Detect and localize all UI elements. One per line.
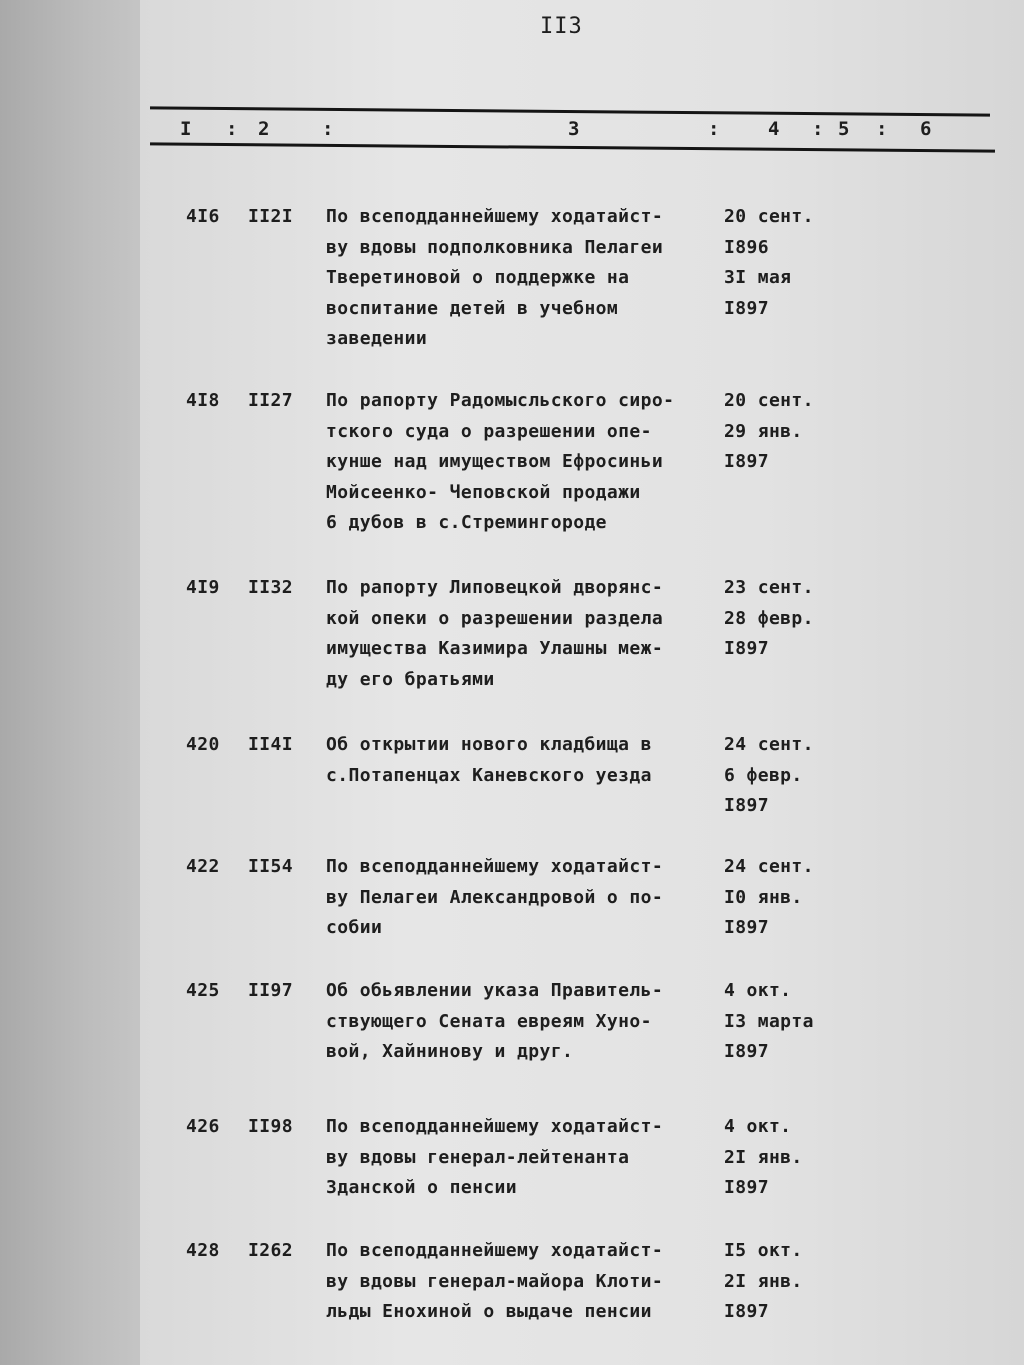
case-number: I262 <box>248 1240 293 1261</box>
date-line: I897 <box>724 297 769 319</box>
column-separator: : <box>876 118 888 140</box>
date-line: 28 февр. <box>724 607 814 629</box>
column-separator: : <box>812 118 824 140</box>
date-line: I897 <box>724 451 769 472</box>
description-line: Тверетиновой о поддержке на <box>326 267 630 288</box>
date-line: I897 <box>724 1177 769 1198</box>
record-number: 4I6 <box>186 206 220 227</box>
description-line: Об обьявлении указа Правитель- <box>326 980 664 1001</box>
date-line: 6 февр. <box>724 764 803 786</box>
date-line: I3 марта <box>724 1010 814 1032</box>
record-dates <box>724 202 834 324</box>
column-separator: : <box>322 118 334 140</box>
case-number: II97 <box>248 980 293 1001</box>
description-line: Мойсеенко- Чеповской продажи <box>326 481 641 503</box>
case-number: II32 <box>248 577 293 598</box>
case-number: II4I <box>248 734 293 755</box>
record-dates <box>724 976 834 1068</box>
column-separator: : <box>226 118 238 140</box>
record-description <box>326 573 721 695</box>
description-line: 6 дубов в с.Стремингороде <box>326 512 607 533</box>
record-description <box>326 386 721 539</box>
description-line: кой опеки о разрешении раздела <box>326 607 664 629</box>
date-line: I897 <box>724 1301 769 1322</box>
date-line: 24 сент. <box>724 734 814 755</box>
description-line: льды Енохиной о выдаче пенсии <box>326 1301 652 1322</box>
description-line: По всеподданнейшему ходатайст- <box>326 1116 664 1137</box>
description-line: ствующего Сената евреям Хуно- <box>326 1010 652 1032</box>
description-line: заведении <box>326 328 428 349</box>
record-description <box>326 976 721 1068</box>
date-line: 4 окт. <box>724 1116 792 1137</box>
description-line: ву Пелагеи Александровой о по- <box>326 886 664 908</box>
column-header-4: 4 <box>768 118 780 140</box>
date-line: I897 <box>724 638 769 659</box>
column-header-2: 2 <box>258 118 270 140</box>
record-dates <box>724 386 834 478</box>
record-dates <box>724 852 834 944</box>
description-line: Об открытии нового кладбища в <box>326 734 652 755</box>
description-line: воспитание детей в учебном <box>326 297 619 319</box>
description-line: По всеподданнейшему ходатайст- <box>326 856 664 877</box>
description-line: ду его братьями <box>326 668 495 690</box>
page-number: II3 <box>540 14 583 39</box>
date-line: 29 янв. <box>724 420 803 442</box>
description-line: ву вдовы генерал-майора Клоти- <box>326 1270 664 1292</box>
description-line: с.Потапенцах Каневского уезда <box>326 764 652 786</box>
description-line: кунше над имуществом Ефросиньи <box>326 451 664 472</box>
record-number: 4I9 <box>186 577 220 598</box>
record-description <box>326 730 721 791</box>
record-number: 4I8 <box>186 390 220 411</box>
description-line: По всеподданнейшему ходатайст- <box>326 206 664 227</box>
date-line: 20 сент. <box>724 390 814 411</box>
description-line: По рапорту Липовецкой дворянс- <box>326 577 664 598</box>
record-number: 428 <box>186 1240 220 1261</box>
record-number: 425 <box>186 980 220 1001</box>
column-header-3: 3 <box>568 118 580 140</box>
record-number: 420 <box>186 734 220 755</box>
date-line: 4 окт. <box>724 980 792 1001</box>
record-number: 422 <box>186 856 220 877</box>
case-number: II98 <box>248 1116 293 1137</box>
record-dates <box>724 730 834 822</box>
column-header-5: 5 <box>838 118 850 140</box>
record-dates <box>724 573 834 665</box>
description-line: собии <box>326 917 383 938</box>
case-number: II54 <box>248 856 293 877</box>
date-line: 20 сент. <box>724 206 814 227</box>
date-line: 23 сент. <box>724 577 814 598</box>
date-line: I897 <box>724 1041 769 1062</box>
description-line: По всеподданнейшему ходатайст- <box>326 1240 664 1261</box>
description-line: вой, Хайнинову и друг. <box>326 1041 574 1062</box>
date-line: 24 сент. <box>724 856 814 877</box>
date-line: I0 янв. <box>724 886 803 908</box>
case-number: II2I <box>248 206 293 227</box>
description-line: тского суда о разрешении опе- <box>326 420 652 442</box>
record-number: 426 <box>186 1116 220 1137</box>
date-line: I897 <box>724 917 769 938</box>
date-line: I897 <box>724 795 769 816</box>
record-description <box>326 1112 721 1204</box>
record-description <box>326 202 721 355</box>
date-line: I896 <box>724 236 769 258</box>
case-number: II27 <box>248 390 293 411</box>
description-line: ву вдовы генерал-лейтенанта <box>326 1146 630 1168</box>
description-line: имущества Казимира Улашны меж- <box>326 638 664 659</box>
column-header-6: 6 <box>920 118 932 140</box>
date-line: I5 окт. <box>724 1240 803 1261</box>
record-dates <box>724 1236 834 1328</box>
date-line: 2I янв. <box>724 1146 803 1168</box>
column-header-1: I <box>180 118 192 140</box>
date-line: 2I янв. <box>724 1270 803 1292</box>
description-line: По рапорту Радомысльского сиро- <box>326 390 675 411</box>
record-description <box>326 852 721 944</box>
date-line: 3I мая <box>724 267 792 288</box>
column-separator: : <box>708 118 720 140</box>
description-line: ву вдовы подполковника Пелагеи <box>326 236 664 258</box>
record-description <box>326 1236 721 1328</box>
description-line: Зданской о пенсии <box>326 1177 518 1198</box>
facing-page-edge <box>0 0 150 1365</box>
record-dates <box>724 1112 834 1204</box>
